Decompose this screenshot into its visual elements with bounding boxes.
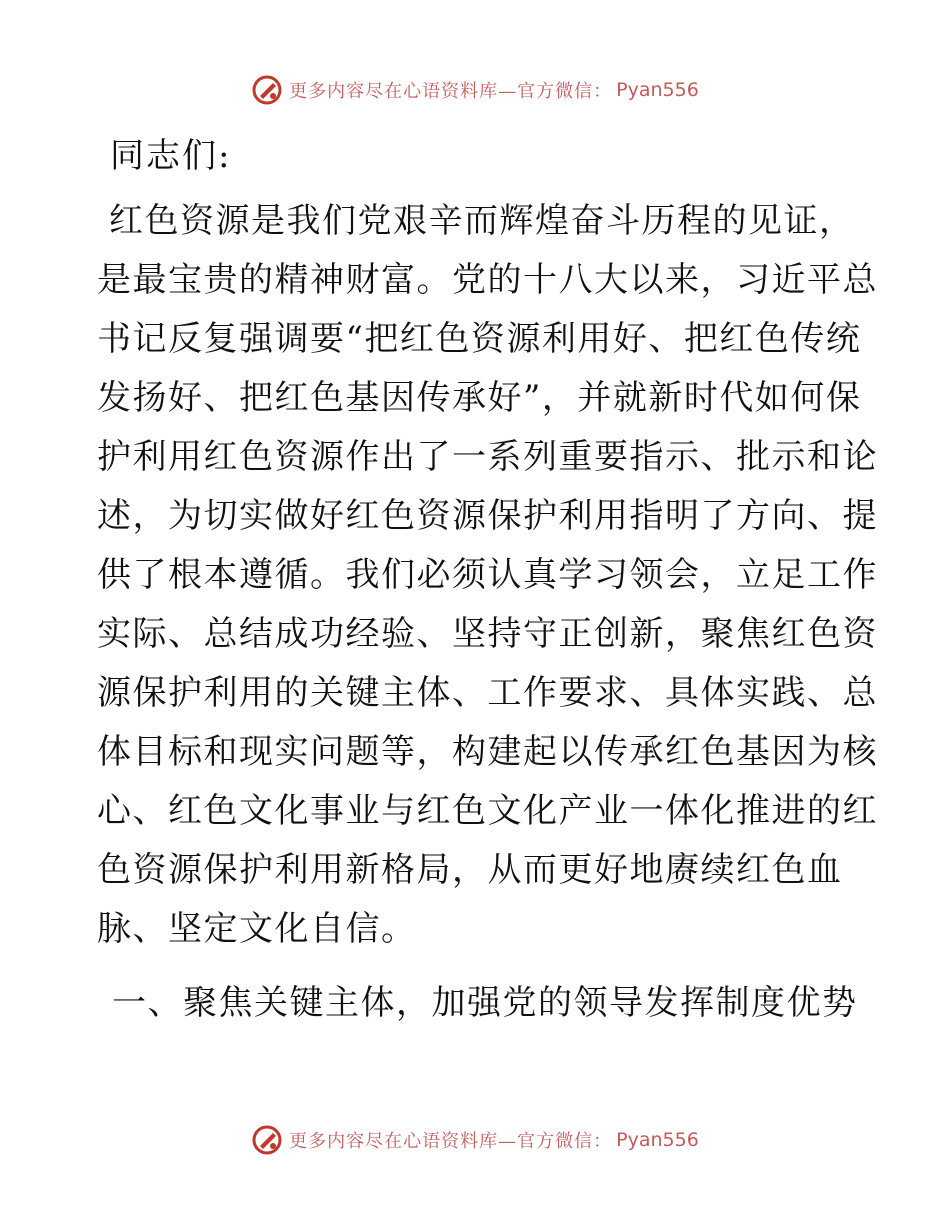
paragraph-line: 脉、坚定文化自信。 [97, 909, 417, 949]
brand-logo-icon [251, 1124, 283, 1156]
footer-banner-id: Pyan556 [616, 1129, 699, 1151]
section-heading: 一、聚焦关键主体，加强党的领导发挥制度优势 [112, 983, 858, 1023]
header-banner [0, 70, 950, 110]
header-banner-id: Pyan556 [616, 79, 699, 101]
paragraph-line: 实际、总结成功经验、坚持守正创新，聚焦红色资 [97, 614, 878, 654]
paragraph-line: 是最宝贵的精神财富。党的十八大以来，习近平总 [97, 260, 878, 300]
header-banner-text: 更多内容尽在心语资料库—官方微信： [289, 81, 613, 102]
paragraph-line: 源保护利用的关键主体、工作要求、具体实践、总 [97, 673, 878, 713]
paragraph-line: 红色资源是我们党艰辛而辉煌奋斗历程的见证， [109, 201, 855, 241]
paragraph-line: 述，为切实做好红色资源保护利用指明了方向、提 [97, 496, 878, 536]
paragraph-line: 心、红色文化事业与红色文化产业一体化推进的红 [97, 791, 878, 831]
brand-logo-icon [251, 74, 283, 106]
footer-banner [0, 1120, 950, 1160]
paragraph-line: 色资源保护利用新格局，从而更好地赓续红色血 [97, 850, 843, 890]
paragraph-line: 发扬好、把红色基因传承好”，并就新时代如何保 [97, 378, 862, 418]
paragraph-line: 护利用红色资源作出了一系列重要指示、批示和论 [97, 437, 878, 477]
paragraph-line: 供了根本遵循。我们必须认真学习领会，立足工作 [97, 555, 878, 595]
paragraph-line: 书记反复强调要“把红色资源利用好、把红色传统 [97, 319, 862, 359]
body-paragraph [97, 196, 878, 963]
footer-banner-text: 更多内容尽在心语资料库—官方微信： [289, 1131, 613, 1152]
salutation: 同志们: [110, 136, 232, 176]
paragraph-line: 体目标和现实问题等，构建起以传承红色基因为核 [97, 732, 878, 772]
